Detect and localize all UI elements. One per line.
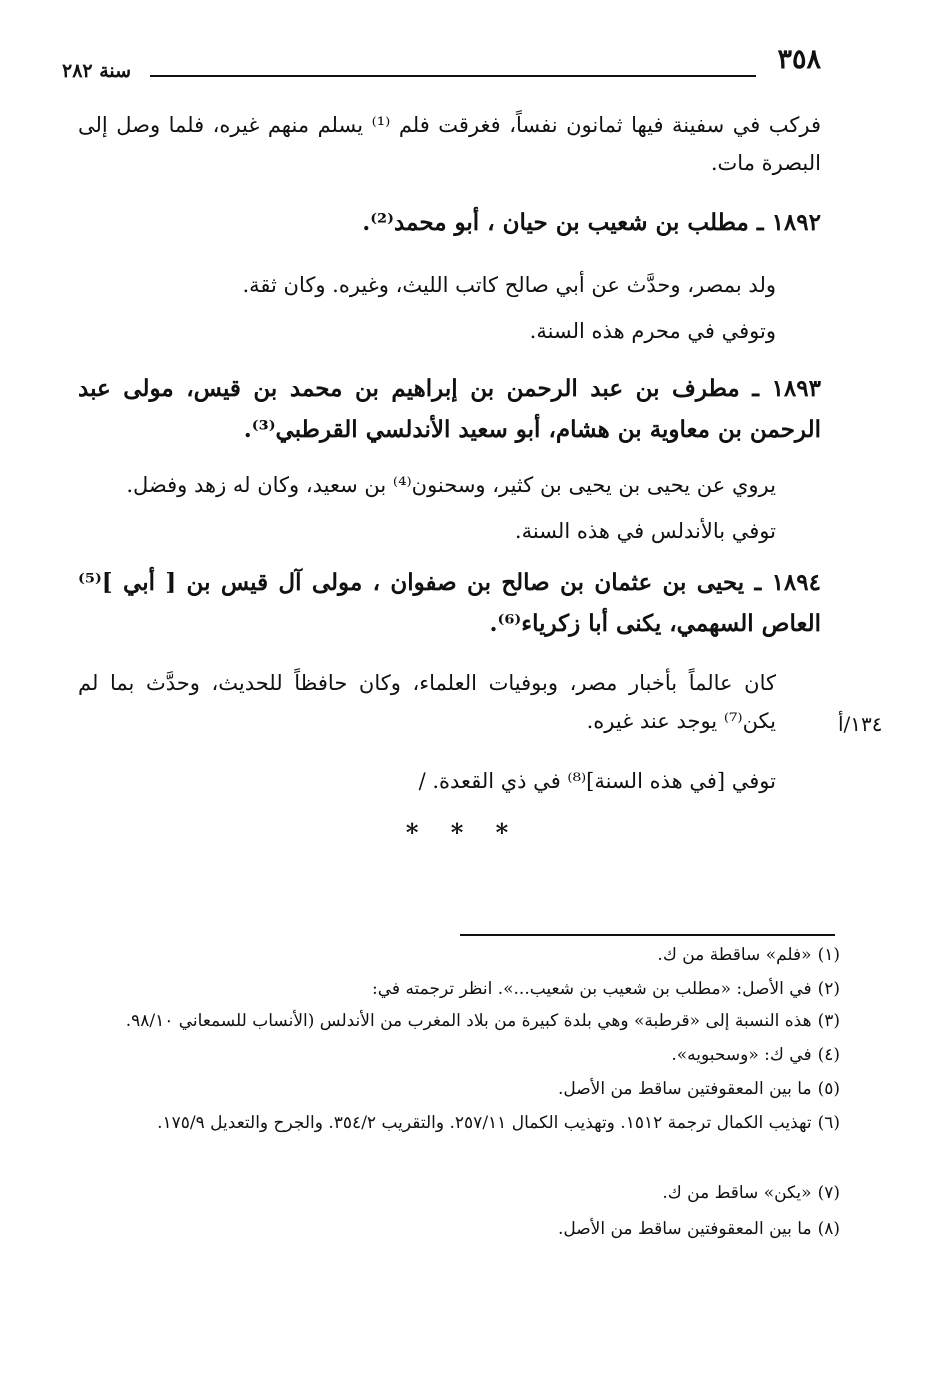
- footnote: [90, 1040, 840, 1070]
- entry-1892-death: وتوفي في محرم هذه السنة.: [529, 319, 776, 343]
- header-rule: [150, 75, 756, 77]
- footnote-number: (١): [817, 945, 840, 965]
- entry-1893-heading: ١٨٩٣ ـ مطرف بن عبد الرحمن بن إبراهيم بن محمد بن قيس، مولى عبد الرحمن بن معاوية بن هشام، أبو سعيد الأندلسي القرطبي⁽³⁾.: [78, 375, 821, 443]
- footnote-number: (٤): [817, 1045, 840, 1065]
- footnote-text: «فلم» ساقطة من ك.: [657, 945, 812, 965]
- entry-1894-heading: ١٨٩٤ ـ يحيى بن عثمان بن صالح بن صفوان ، مولى آل قيس بن [ أبي ]⁽⁵⁾ العاص السهمي، يكنى أبا زكرياء⁽⁶⁾.: [78, 569, 821, 637]
- footnote-number: (٦): [817, 1113, 840, 1133]
- footnote-number: (٢): [817, 979, 840, 999]
- margin-folio-note: ١٣٤/أ: [838, 712, 883, 736]
- entry-1892-heading: ١٨٩٢ ـ مطلب بن شعيب بن حيان ، أبو محمد⁽²⁾.: [362, 209, 821, 236]
- entry-1894-death: توفي [في هذه السنة]⁽⁸⁾ في ذي القعدة. /: [418, 769, 776, 793]
- footnote-number: (٣): [817, 1011, 840, 1031]
- footnote-number: (٧): [817, 1183, 840, 1203]
- page-number: ٣٥٨: [777, 44, 821, 75]
- paragraph-continuation: فركب في سفينة فيها ثمانون نفساً، فغرقت فلم ⁽¹⁾ يسلم منهم غيره، فلما وصل إلى البصرة مات.: [78, 113, 821, 175]
- footnote: [90, 1214, 840, 1244]
- running-header-year: سنة ٢٨٢: [62, 60, 132, 82]
- entry-1894-body: كان عالماً بأخبار مصر، وبوفيات العلماء، وكان حافظاً للحديث، وحدَّث بما لم يكن⁽⁷⁾ يوجد عند غيره.: [78, 671, 776, 733]
- footnote: [90, 940, 840, 970]
- footnote-number: (٥): [817, 1079, 840, 1099]
- section-ornament: * * *: [405, 818, 521, 847]
- footnote: [90, 1178, 840, 1208]
- footnote-text: في ك: «وسحبويه».: [671, 1045, 812, 1065]
- footnote-text: هذه النسبة إلى «قرطبة» وهي بلدة كبيرة من بلاد المغرب من الأندلس (الأنساب للسمعاني ٩٨/١٠.: [125, 1011, 812, 1031]
- footnote-text: تهذيب الكمال ترجمة ١٥١٢. وتهذيب الكمال ٢٥٧/١١. والتقريب ٣٥٤/٢. والجرح والتعديل ١٧٥/٩.: [157, 1113, 812, 1133]
- footnote-text: في الأصل: «مطلب بن شعيب بن شعيب...». انظر ترجمته في:: [372, 979, 812, 999]
- footnote: [90, 1006, 840, 1036]
- footnote-separator: [460, 934, 835, 936]
- entry-1893-death: توفي بالأندلس في هذه السنة.: [514, 519, 776, 543]
- entry-1892-body: ولد بمصر، وحدَّث عن أبي صالح كاتب الليث، وغيره. وكان ثقة.: [242, 273, 776, 297]
- footnote-text: «يكن» ساقط من ك.: [662, 1183, 812, 1203]
- footnote: [90, 1108, 840, 1138]
- footnote-text: ما بين المعقوفتين ساقط من الأصل.: [557, 1079, 812, 1099]
- footnote-number: (٨): [817, 1219, 840, 1239]
- entry-1893-body: يروي عن يحيى بن يحيى بن كثير، وسحنون⁽⁴⁾ بن سعيد، وكان له زهد وفضل.: [126, 473, 776, 497]
- footnote: [90, 1074, 840, 1104]
- footnote-text: ما بين المعقوفتين ساقط من الأصل.: [557, 1219, 812, 1239]
- footnote: [90, 974, 840, 1004]
